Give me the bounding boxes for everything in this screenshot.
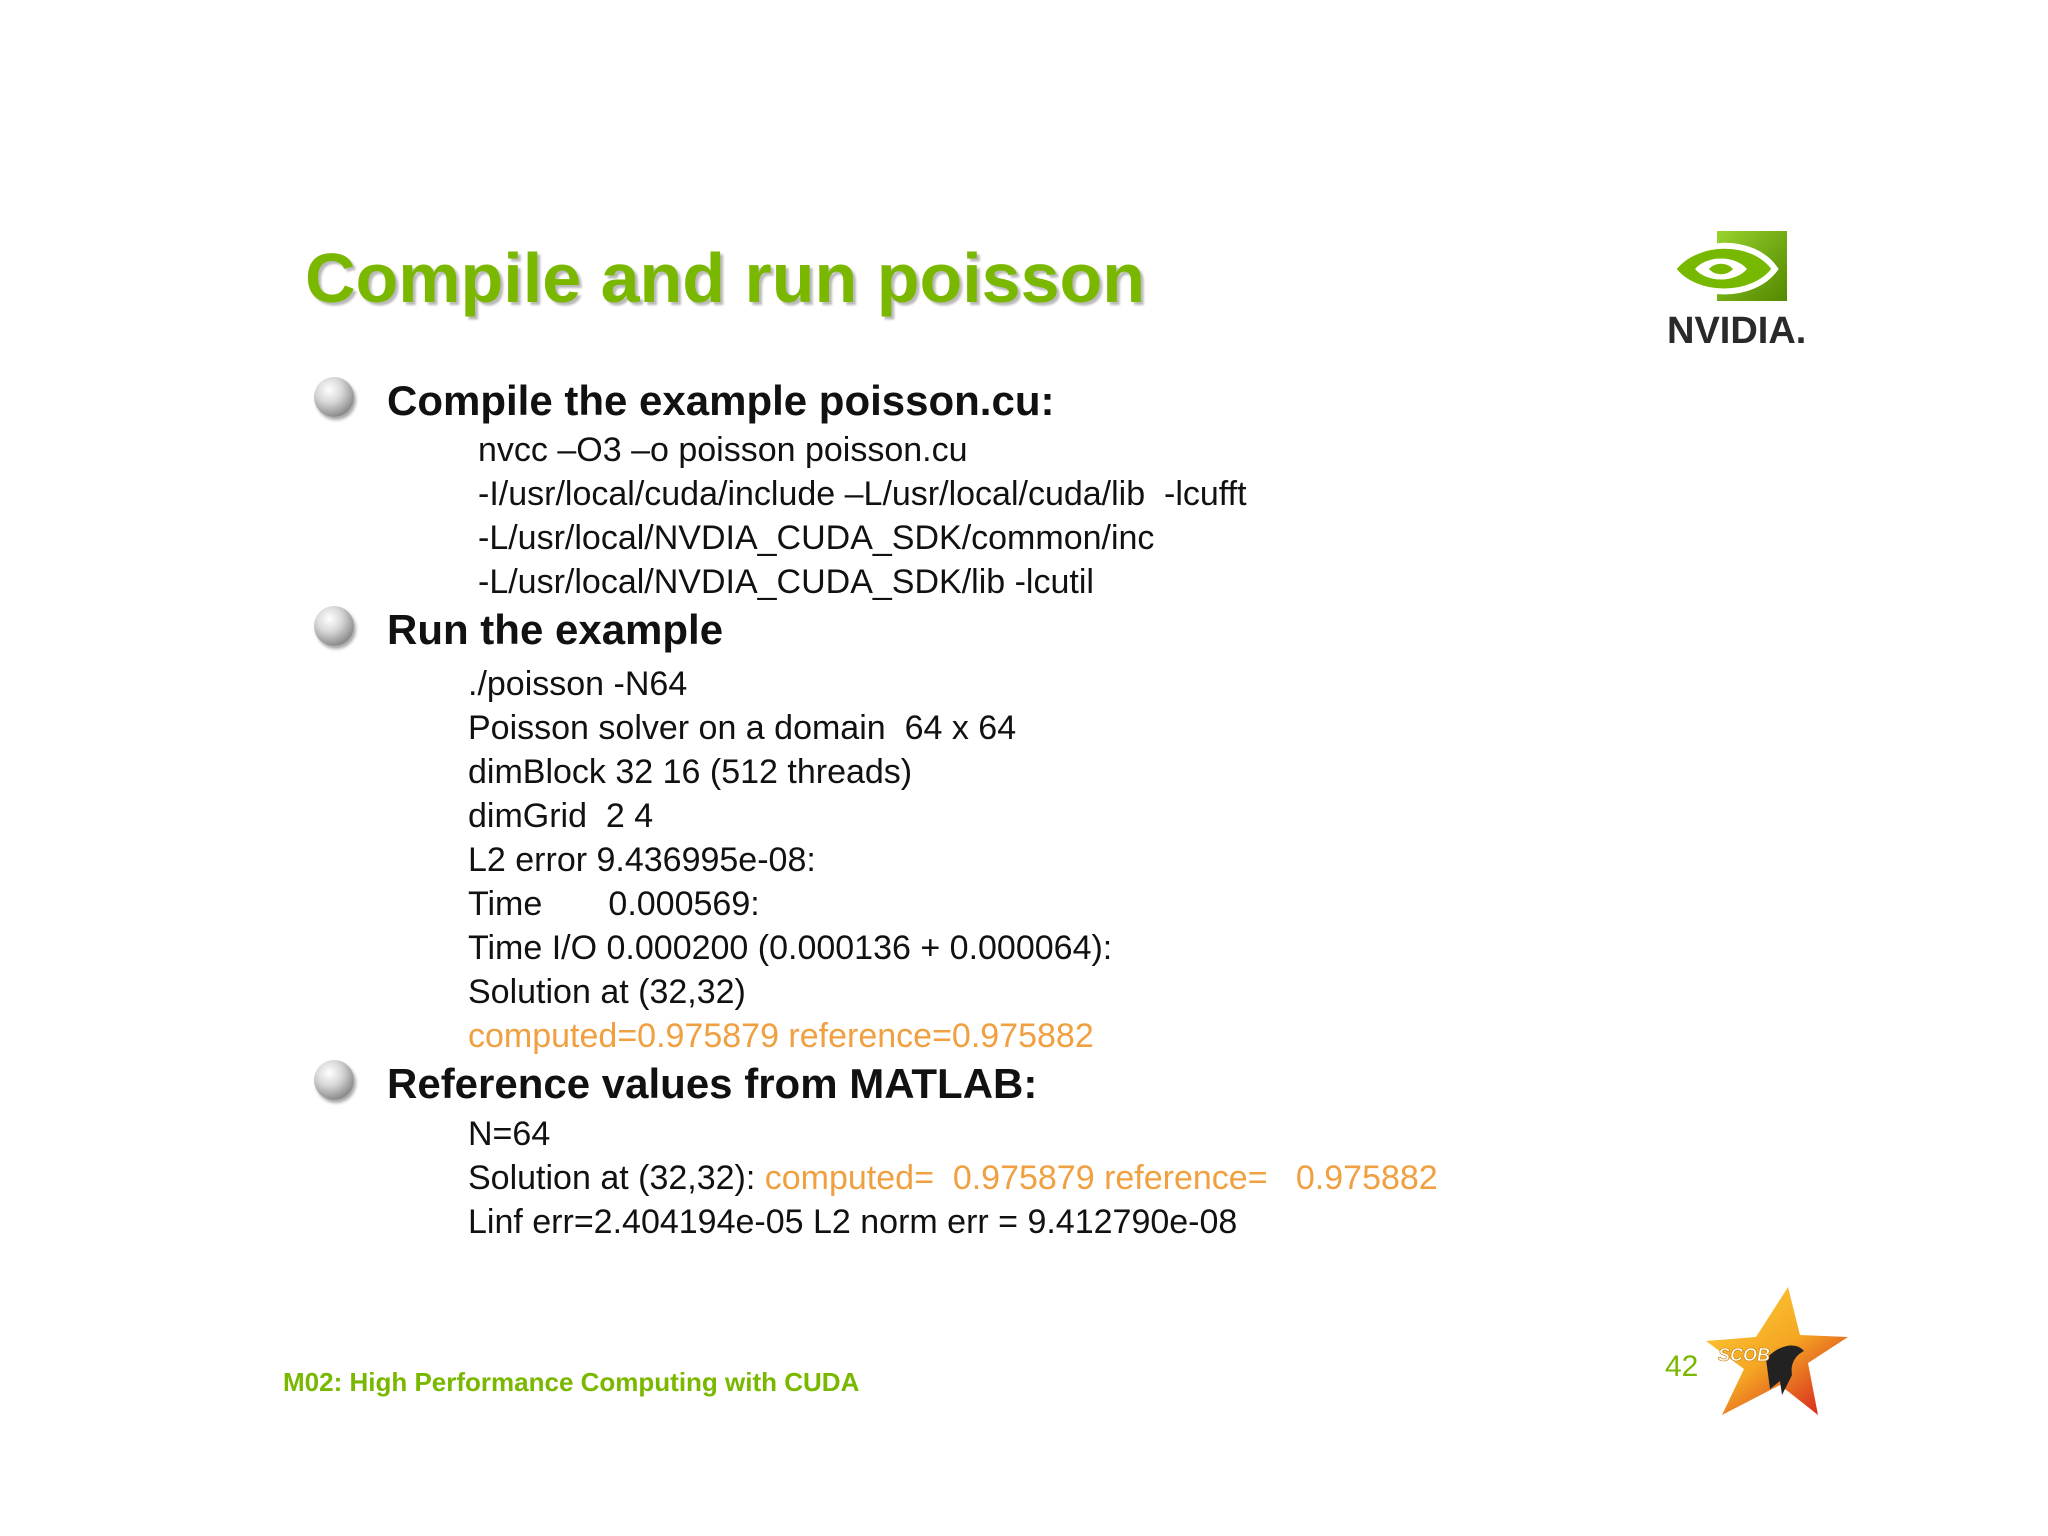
reference-line: Linf err=2.404194e-05 L2 norm err = 9.412790e-08 bbox=[468, 1203, 1238, 1241]
section-heading: Reference values from MATLAB: bbox=[387, 1060, 1038, 1107]
nvidia-logo-text: NVIDIA. bbox=[1667, 310, 1807, 352]
reference-line: N=64 bbox=[468, 1115, 551, 1153]
scob-text: SCOB bbox=[1718, 1345, 1771, 1365]
code-line: nvcc –O3 –o poisson poisson.cu bbox=[478, 431, 968, 469]
output-line: ./poisson -N64 bbox=[468, 665, 688, 703]
code-line: -L/usr/local/NVDIA_CUDA_SDK/lib -lcutil bbox=[478, 563, 1094, 601]
output-line: Time 0.000569: bbox=[468, 885, 760, 923]
bullet-sphere-icon bbox=[314, 1060, 354, 1100]
section-heading: Compile the example poisson.cu: bbox=[387, 377, 1055, 424]
page-number: 42 bbox=[1665, 1350, 1699, 1383]
output-line: Solution at (32,32) bbox=[468, 973, 746, 1011]
output-line: Poisson solver on a domain 64 x 64 bbox=[468, 709, 1017, 747]
reference-prefix: Solution at (32,32): bbox=[468, 1159, 765, 1197]
output-line: dimGrid 2 4 bbox=[468, 797, 654, 835]
highlight-line: computed=0.975879 reference=0.975882 bbox=[468, 1017, 1094, 1055]
section-heading: Run the example bbox=[387, 606, 724, 653]
reference-highlight: computed= 0.975879 reference= 0.975882 bbox=[764, 1159, 1438, 1197]
slide-footer: M02: High Performance Computing with CUDA bbox=[283, 1367, 860, 1397]
output-line: dimBlock 32 16 (512 threads) bbox=[468, 753, 913, 791]
output-line: L2 error 9.436995e-08: bbox=[468, 841, 816, 879]
bullet-sphere-icon bbox=[314, 606, 354, 646]
output-line: Time I/O 0.000200 (0.000136 + 0.000064): bbox=[468, 929, 1113, 967]
bullet-sphere-icon bbox=[314, 377, 354, 417]
code-line: -L/usr/local/NVDIA_CUDA_SDK/common/inc bbox=[478, 519, 1155, 557]
scob-star-logo bbox=[1700, 1285, 1850, 1420]
code-line: -I/usr/local/cuda/include –L/usr/local/cuda/lib -lcufft bbox=[478, 475, 1247, 513]
nvidia-logo bbox=[1665, 225, 1835, 355]
reference-line bbox=[468, 1159, 1438, 1198]
slide-title: Compile and run poisson bbox=[305, 239, 1146, 317]
